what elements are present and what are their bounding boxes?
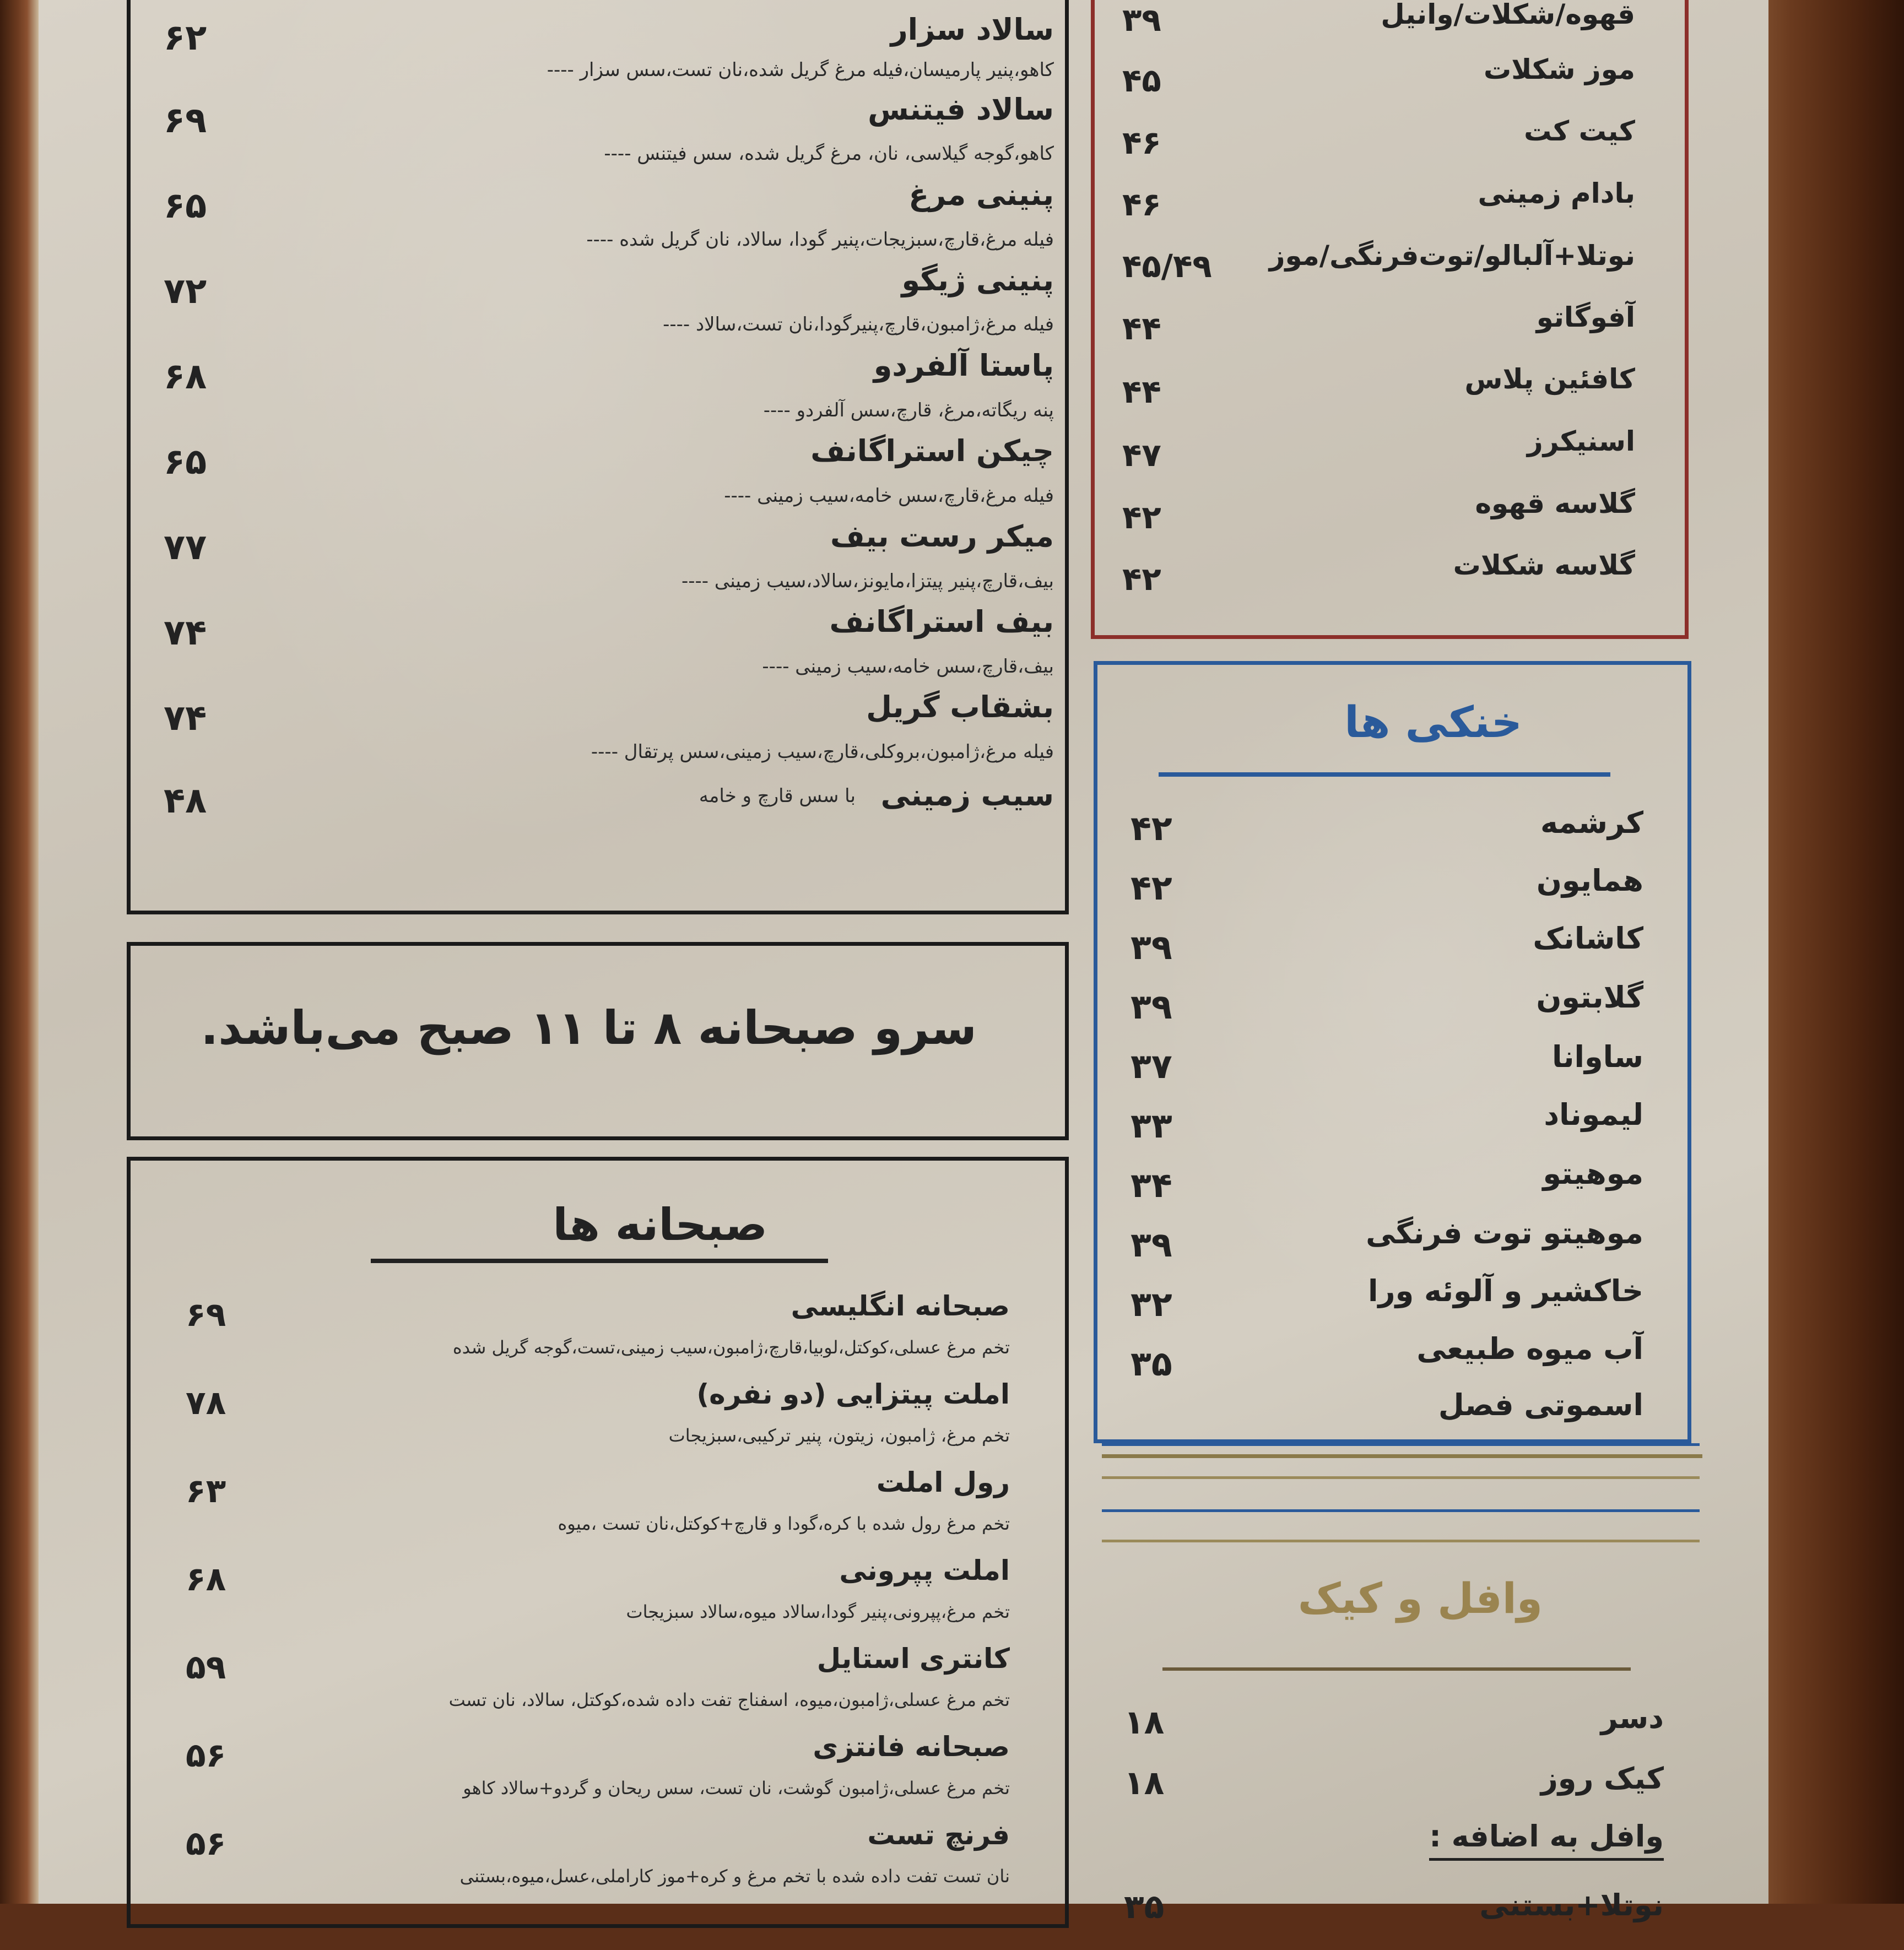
item-price: ۵۶ [186,1736,226,1775]
leather-cover-left [0,0,39,1904]
waffle-title-underline [1162,1667,1631,1671]
item-price: ۶۲ [164,18,207,58]
item-price: ۴۶ [1122,186,1161,223]
item-name: کافئین پلاس [1464,363,1635,395]
item-name: صبحانه انگلیسی [791,1290,1010,1322]
item-price: ۳۹ [1130,1225,1172,1265]
item-desc: پنه ریگاته،مرغ، قارچ،سس آلفردو ---- [763,399,1054,421]
item-name: میکر رست بیف [830,519,1054,554]
item-price: ۴۶ [1122,124,1161,161]
item-desc: فیله مرغ،قارچ،سبزیجات،پنیر گودا، سالاد، نان گریل شده ---- [586,229,1054,251]
item-price: ۳۹ [1130,987,1172,1027]
item-name: رول املت [876,1466,1010,1498]
item-name: آب میوه طبیعی [1416,1331,1643,1366]
item-name: موهیتو توت فرنگی [1366,1216,1643,1250]
item-name: ساوانا [1551,1039,1643,1074]
item-name: نوتلا+آلبالو/توت‌فرنگی/موز [1269,240,1635,272]
waffle-title: وافل و کیک [1297,1574,1543,1623]
breakfast-title: صبحانه ها [553,1199,767,1250]
item-price: ۶۹ [186,1296,226,1334]
item-price: ۱۸ [1124,1764,1165,1802]
item-price: ۶۸ [186,1560,226,1599]
item-name: قهوه/شکلات/وانیل [1381,0,1635,30]
main-dishes-section [127,0,1069,914]
item-name: گلاسه شکلات [1453,549,1635,581]
item-name: گلاسه قهوه [1475,488,1635,519]
item-desc: نان تست تفت داده شده با تخم مرغ و کره+موز کاراملی،عسل،میوه،بستنی [459,1866,1010,1887]
item-name: نوتلا+بستنی [1479,1888,1664,1922]
item-price: ۳۵ [1130,1344,1172,1384]
item-desc: تخم مرغ، ژامبون، زیتون، پنیر ترکیبی،سبزیجات [668,1425,1010,1446]
item-name: کیک روز [1540,1761,1664,1796]
menu-page [39,0,1768,1926]
item-name: موز شکلات [1484,53,1635,85]
item-desc: کاهو،پنیر پارمیسان،فیله مرغ گریل شده،نان تست،سس سزار ---- [547,59,1054,81]
item-price: ۳۹ [1130,927,1172,967]
item-desc: کاهو،گوجه گیلاسی، نان، مرغ گریل شده، سس فیتنس ---- [604,143,1054,165]
item-desc: با سس قارچ و خامه [699,785,856,807]
item-name: چیکن استراگانف [810,434,1054,468]
item-price: ۳۹ [1122,1,1161,39]
item-name: کیت کت [1524,115,1635,147]
item-name: املت پپرونی [839,1554,1010,1586]
item-price: ۴۴ [1122,373,1161,410]
item-price: ۴۲ [1130,808,1172,848]
item-name: پنینی ژیگو [901,263,1054,297]
item-name: بیف استراگانف [829,604,1054,639]
item-name: املت پیتزایی (دو نفره) [696,1378,1010,1410]
item-name: آفوگاتو [1536,301,1635,333]
item-price: ۷۸ [186,1384,226,1422]
item-name: بشقاب گریل [866,690,1054,724]
item-price: ۴۵/۴۹ [1122,247,1212,285]
item-price: ۵۶ [186,1824,226,1863]
item-name: همایون [1536,863,1643,898]
item-name: سالاد فیتنس [868,92,1054,127]
shakes-section [1091,0,1689,639]
item-name: اسنیکرز [1527,425,1635,457]
item-price: ۴۲ [1130,868,1172,908]
breakfast-title-underline [371,1259,828,1263]
breakfast-notice-box [127,942,1069,1140]
item-desc: فیله مرغ،قارچ،سس خامه،سیب زمینی ---- [724,485,1054,507]
item-price: ۳۴ [1130,1165,1172,1205]
item-name: گلابتون [1536,980,1643,1015]
item-name: دسر [1600,1700,1664,1735]
item-price: ۴۸ [164,781,207,821]
item-price: ۴۵ [1122,62,1161,99]
waffle-cake-section [1102,1454,1702,1950]
item-name: لیموناد [1544,1097,1643,1132]
divider [1102,1443,1700,1446]
waffle-addons-heading: وافل به اضافه : [1429,1819,1664,1861]
item-desc: بیف،قارچ،سس خامه،سیب زمینی ---- [762,656,1054,678]
breakfast-section [127,1157,1069,1928]
item-name: پاستا آلفردو [873,348,1054,383]
item-price: ۴۴ [1122,310,1161,347]
item-price: ۳۳ [1130,1106,1172,1146]
item-price: ۱۸ [1124,1703,1165,1742]
item-price: ۶۵ [164,186,207,226]
item-price: ۳۵ [1124,1888,1165,1926]
item-price: ۴۲ [1122,499,1161,536]
item-desc: تخم مرغ عسلی،ژامبون،میوه، اسفناج تفت داده شده،کوکتل، سالاد، نان تست [448,1689,1010,1710]
item-name: کانتری استایل [816,1643,1010,1675]
breakfast-notice: سرو صبحانه ۸ تا ۱۱ صبح می‌باشد. [201,1001,977,1055]
item-desc: تخم مرغ عسلی،کوکتل،لوبیا،قارچ،ژامبون،سیب زمینی،تست،گوجه گریل شده [452,1337,1010,1358]
item-price: ۶۵ [164,442,207,483]
item-desc: تخم مرغ،پپرونی،پنیر گودا،سالاد میوه،سالاد سبزیجات [626,1601,1010,1622]
item-name: صبحانه فانتزی [813,1731,1010,1763]
item-name: پنینی مرغ [908,177,1054,212]
item-price: ۳۷ [1130,1046,1172,1086]
item-desc: تخم مرغ عسلی،ژامبون گوشت، نان تست، سس ریحان و گردو+سالاد کاهو [463,1778,1010,1799]
item-desc: بیف،قارچ،پنیر پیتزا،مایونز،سالاد،سیب زمینی ---- [681,570,1054,592]
item-price: ۶۳ [186,1472,226,1510]
item-name: کاشانک [1533,921,1643,956]
item-desc: فیله مرغ،ژامبون،بروکلی،قارچ،سیب زمینی،سس پرتقال ---- [591,741,1054,763]
item-price: ۷۴ [164,698,207,739]
item-name: فرنچ تست [867,1819,1010,1851]
drinks-title-underline [1159,772,1610,777]
item-name: سالاد سزار [890,12,1054,47]
item-name: سیب زمینی [880,778,1054,812]
item-price: ۵۹ [186,1648,226,1687]
item-price: ۶۸ [164,356,207,397]
item-desc: فیله مرغ،ژامبون،قارچ،پنیرگودا،نان تست،سالاد ---- [663,313,1054,335]
item-desc: تخم مرغ رول شده با کره،گودا و قارچ+کوکتل،نان تست ،میوه [558,1513,1010,1534]
item-price: ۳۲ [1130,1284,1172,1324]
item-name: موهیتو [1543,1156,1643,1191]
item-name: کرشمه [1540,805,1643,840]
item-price: ۴۷ [1122,436,1161,474]
cold-drinks-section [1094,661,1691,1443]
item-price: ۷۴ [164,613,207,653]
item-price: ۷۲ [164,271,207,312]
item-name: خاکشیر و آلوئه ورا [1368,1274,1643,1308]
drinks-title: خنکی ها [1344,698,1522,748]
item-name: اسموتی فصل [1438,1388,1643,1422]
item-price: ۶۹ [164,100,207,141]
item-price: ۴۲ [1122,560,1161,598]
item-name: بادام زمینی [1478,177,1635,209]
item-price: ۷۷ [164,527,207,568]
